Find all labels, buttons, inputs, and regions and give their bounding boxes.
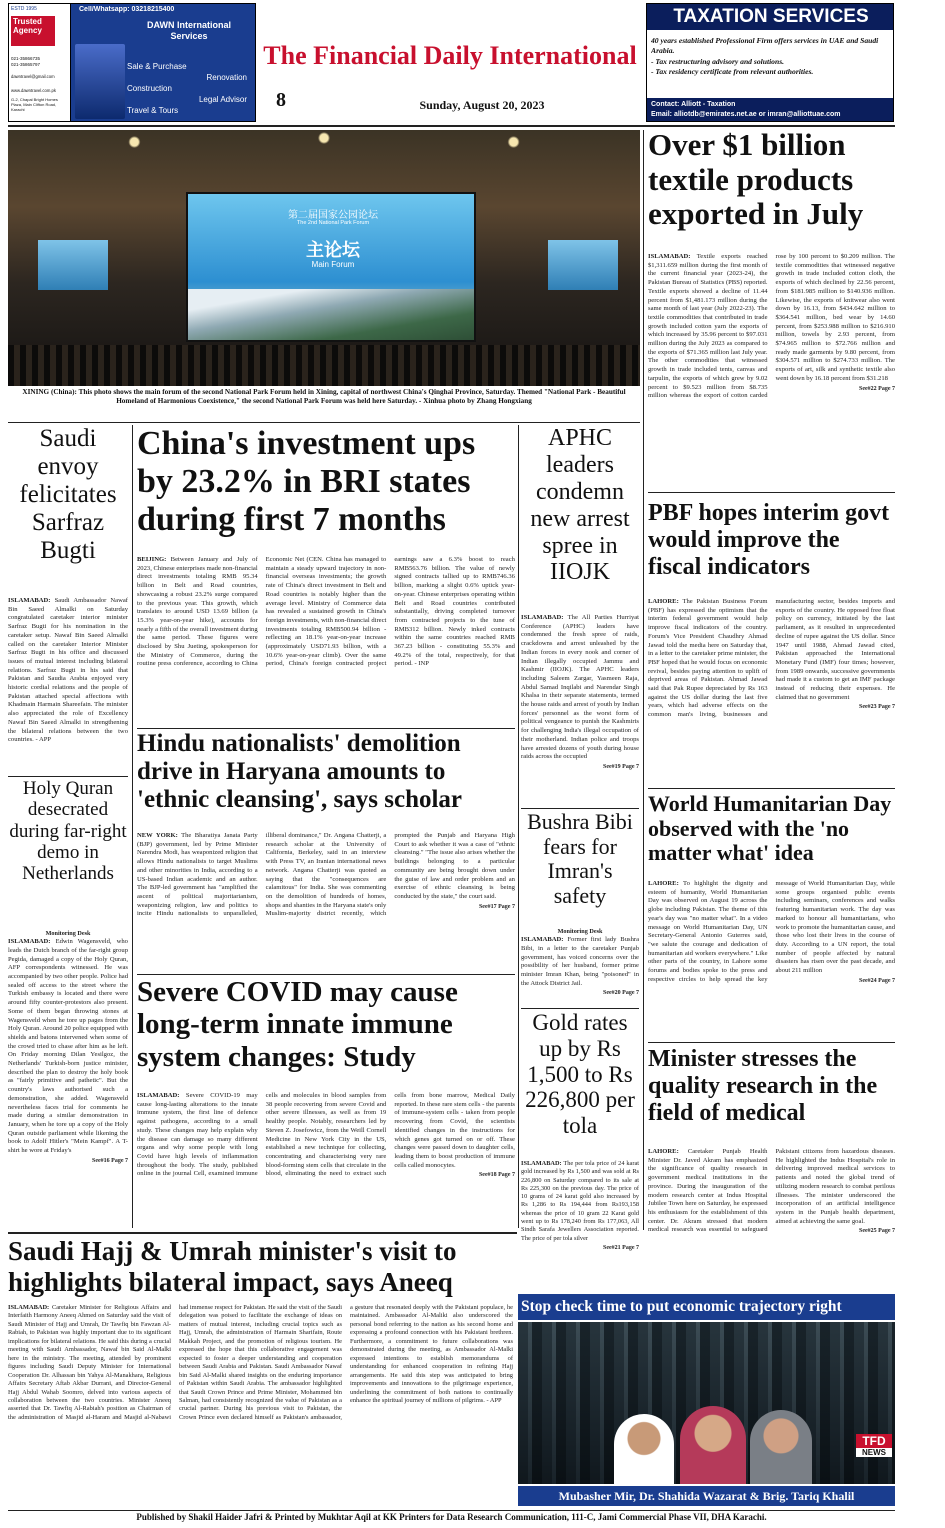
tfd-news-badge	[856, 1434, 892, 1474]
china-bri-text: Between January and July of 2023, Chinese enterprises made non-financial direct investments totaling RMB 95.34 billion in Belt and Road countries, showcasing a robust 23.2% surge compared to the previous year. This growth, which translates to around USD 13.69 billion (a 15.3% year-on-year hike), accounts for nearly a fifth of the overall investment during the same period. These figures were disclosed by Shu Jueting, spokesperson for the Ministry of Commerce, during the routine press conference, according to China Economic Net (CEN. China has managed to maintain a steady upward trajectory in non-financial overseas investments; the growth rate of China's direct investment in Belt and Road countries is notably higher than the average level. Ministry of Commerce data has revealed a sustained growth in China's foreign investments, with non-financial direct investments totaling RMB500.94 billion - reflecting an 18.1% year-on-year increase (approximately USD71.93 billion, with a 10.6% year-on-year climb). Over the same period, China's foreign contracted project earnings saw a 6.3% boost to reach RMB563.76 billion. The value of newly signed contracts tallied up to RMB746.36 billion, marking a slight 0.6% uptick year-on-year. Chinese enterprises operating within Belt and Road countries contributed substantially, driving completed turnover from contracted projects to the tune of RMB312 billion. Newly inked contracts within the same countries reached RMB 367.23 billion - constituting 55.3% and 49.2% of the total, respectively, for that period. - INP	[137, 556, 515, 668]
hajj-body	[8, 1304, 513, 1506]
issue-date: Sunday, August 20, 2023	[419, 98, 545, 112]
ad-phone-1: 021-35866735	[11, 56, 41, 61]
pbf-headline: PBF hopes interim govt would improve the fiscal indicators	[648, 500, 890, 580]
stop-check-feature	[518, 1294, 895, 1506]
side-screen-right	[548, 240, 618, 290]
imprint-footer: Published by Shakil Haider Jafri & Printed by Mukhtar Aqil at KK Printers for Data Research Communication, 111-C, Jami Commercial Phase VII, DHA Karachi.	[136, 1512, 767, 1522]
ad-taxation-services	[646, 3, 894, 122]
textile-see-link[interactable]: See#22 Page 7	[859, 385, 895, 392]
masthead-title: The Financial Daily International	[263, 41, 637, 70]
tax-line-3: - Tax residency certificate from relevant authorities.	[651, 66, 814, 76]
apphc-text: The All Parties Hurriyat Conference (APHC) leaders have condemned the fresh spree of raids, crackdowns and arrest unleashed by the Indian forces in every nook and corner of Indian illegally occupied Jammu and Kashmir (IIOJK). The APHC leaders including Saleem Zargar, Yasmeen Raja, Abdul Samad Inqilabi and Narendar Singh Khalsa in their separate statements, termed the house raids and arrest of youth by Indian forces' personnel as the worst form of political vengeance to punish the Kashmiris for challenging India's illegal occupation of their motherland. Indian police and troops have arrested dozens of youth during house raids across the occupied	[521, 614, 639, 761]
ad-left-panel	[9, 4, 71, 122]
screen-mountains	[188, 289, 476, 342]
quran-desk: Monitoring Desk	[45, 930, 91, 937]
masthead	[262, 3, 638, 122]
apphc-main-headline: APHC leaders condemn new arrest spree in IIOJK	[530, 425, 630, 586]
screen-main-en: Main Forum	[311, 260, 355, 269]
covid-text: Severe COVID-19 may cause long-lasting alterations to the innate immune system, the first line of defence against pathogens, according to a small study. These changes may help explain why the disease can damage so many different organs and why some people with long Covid have high levels of inflammation throughout the body. The study, published online in the journal Cell, examined immune cells and molecules in blood samples from 38 people recovering from severe Covid and other severe illnesses, as well as from 19 healthy people. Notably, researchers led by Steven Z. Josefowicz, from the Weill Cornell Medicine in New York City in the US, established a new technique for collecting, concentrating and characterising very rare blood-forming stem cells that circulate in the blood, eliminating the need to extract such cells from bone marrow, Medical Daily reported. In these rare stem cells - the parents of immune-system cells - taken from people recovering from Covid, the scientists identified changes in the instructions for which genes got turned on or off. These changes were passed down to daughter cells, leading them to boost production of immune cells called monocytes.	[137, 1092, 515, 1178]
saudi-envoy-dateline: ISLAMABAD:	[8, 597, 51, 604]
page-number: 8	[276, 89, 286, 111]
pbf-dateline: LAHORE:	[648, 598, 679, 605]
bushra-text: Former first lady Bushra Bibi, in a letter to the caretaker Punjab government, has voiced concerns over the possibility of her husband, former prime minister Imran Khan, being "poisoned" in the Attock District Jail.	[521, 936, 639, 987]
tfd-badge-top: TFD	[856, 1434, 892, 1448]
humanitarian-see-link[interactable]: See#24 Page 7	[859, 977, 895, 984]
saudi-envoy-text: Saudi Ambassador Nawaf Bin Saeed Almalki on Saturday congratulated caretaker interior minister Sarfraz Bugti for his nomination in the caretaker setup. Nawaf Bin Saeed Almalki called on the caretaker Interior Minister Sarfraz Bugti in his office and discussed issues of mutual interest including bilateral relations. Sarfraz Bugti in his said that Pakistan and Saudia Arabia enjoyed very historic cordial relations and the people of Pakistan attached special affections with Khadmain Harmain Shareefain. The minister also appreciated the role of Excellency Nawaf Bin Saeed Almalki in strengthening the bilateral relations between the two countries. - APP	[8, 597, 128, 744]
apphc-dateline: ISLAMABAD:	[521, 614, 564, 621]
haryana-body	[137, 832, 515, 972]
ad-service-3: Construction	[127, 84, 172, 93]
tax-line-1: 40 years established Professional Firm offers services in UAE and Saudi Arabia.	[651, 36, 879, 56]
tax-body	[651, 36, 891, 77]
forum-screen	[186, 192, 476, 342]
audience	[8, 345, 640, 386]
forum-photo-caption: XINING (China): This photo shows the main forum of the second National Park Forum held in Xining, capital of northwest China's Qinghai Province, Saturday. Themed "National Park - Beautiful Homeland of Harmonious Coexistence," the second National Park Forum was held here Saturday. - Xinhua photo by Zhang Hongxiang	[22, 388, 626, 406]
chandelier-row	[8, 130, 640, 170]
ad-email: dawntravel@gmail.com	[11, 74, 55, 79]
minister-body	[648, 1148, 895, 1288]
stop-check-caption: Mubasher Mir, Dr. Shahida Wazarat & Brig. Tariq Khalil	[518, 1486, 895, 1506]
quran-text: Edwin Wagensveld, who leads the Dutch branch of the far-right group Pegida, damaged a copy of the Holy Quran, AFP correspondents witnessed. He was accompanied by two other people. Police had sealed off access to the street where the Turkish embassy is located and there were around fifty counter-protestors also present. Some of them began throwing stones at Wagensveld when he tore up pages from the Holy Quran. Around 20 police equipped with shields and batons intervened when some of the crowd tried to chase after him as he left. On Friday morning Dilan Yesilgoz, the Netherlands' Turkish-born justice minister, described the plan to destroy the holy book as "fairly primitive and pathetic". But the country's laws authorised such a demonstration, she added. Wagensveld nevertheless faces trial for comments he made during a similar demonstration in January, when he tore up a copy of the Holy Quran outside parliament while likening the book to Adolf Hitler's "Mein Kampf". A T-shirt he wore at Friday's	[8, 938, 128, 1155]
pbf-body	[648, 598, 895, 784]
ad-building-illustration	[75, 44, 125, 119]
apphc-see-link[interactable]: See#19 Page 7	[603, 763, 639, 770]
screen-title-en: The 2nd National Park Forum	[296, 220, 370, 226]
textile-body	[648, 253, 895, 485]
humanitarian-text: To highlight the dignity and esteem of humanity, World Humanitarian Day was observed on August 19 across the globe including Pakistan. The theme of this year's day was "no matter what". In a video message on World Humanitarian Day, UN Secretary-General Antonio Guterres said, "we salute the courage and dedication of humanitarian aid workers everywhere." Like other parts of the country, in Lahore some forums and bodies spoke to the press and respective circles to help spread the key message of World Humanitarian Day, while some groups organised public events including seminars, conferences and walks featuring humanitarian work. The day was marked to honour all humanitarians, who work to promote the humanitarian cause, and those who lost their lives in the course of duty. According to a UN report, the total number of people affected by natural disasters has risen over the past decade, and about 211 million	[648, 880, 895, 983]
saudi-envoy-body	[8, 597, 128, 773]
textile-headline: Over $1 billion textile products exported in July	[648, 128, 864, 232]
ad-company-name: DAWN International Services	[146, 20, 231, 41]
tfd-badge-bottom: NEWS	[856, 1448, 892, 1457]
guest-portrait-3	[750, 1410, 812, 1484]
screen-title-cn: 第二届国家公园论坛	[288, 210, 378, 221]
bushra-dateline: ISLAMABAD:	[521, 936, 564, 944]
textile-text: Textile exports reached $1,311.659 million during the first month of the current financial year (2023-24), the Pakistan Bureau of Statistics (PBS) reported. Textile exports showed a decline of 11.44 percent from $1,481.173 million during the same month of last year (July 2022-23). The textile commodities that contributed in trade growth included cotton yarn the exports of which increased by 35.96 percent to $97.031 million during the July 2023 as compared to the exports of $71.365 million last July year. The other commodities that witnessed growth in trade included tents, canvas and tarpulin, the exports of which grew by 9.02 percent to $9.523 million from $8.735 million whereas the export of cotton carded rose by 100 percent to $0.209 million. The textile commodities that witnessed negative growth in trade included cotton cloth, the exports of which declined by 22.56 percent, from $181.985 million to $140.936 million. Likewise, the exports of knitwear also went down by 16.13, from $434.642 million to $364.541 million, bed wear by 14.60 percent, from $253.988 million to $216.910 million, towels by 2.93 percent, from $74.965 million to $72.766 million and ready made garments by 9.80 percent, from $304.571 million to $274.733 million. The exports of art, silk and synthetic textile also went down by 16.18 percent from $31.218	[648, 253, 895, 400]
china-bri-headline: China's investment ups by 23.2% in BRI states during first 7 months	[137, 425, 476, 539]
ad-brand-text: Trusted Agency	[13, 17, 42, 35]
quran-headline: Holy Quran desecrated during far-right demo in Netherlands	[9, 778, 127, 885]
ad-web: www.dawntravel.com.pk	[11, 88, 56, 93]
ad-service-5: Travel & Tours	[127, 106, 179, 115]
tax-title: TAXATION SERVICES	[647, 4, 894, 30]
covid-headline: Severe COVID may cause long-term innate immune system changes: Study	[137, 976, 458, 1073]
tax-contact: Contact: Alliott - Taxation	[651, 101, 736, 108]
pbf-see-link[interactable]: See#23 Page 7	[859, 704, 895, 711]
gold-dateline: ISLAMABAD:	[521, 1160, 562, 1167]
stop-check-photo	[518, 1322, 895, 1484]
minister-headline: Minister stresses the quality research in the field of medical	[648, 1046, 878, 1126]
ad-contact-bar: Cell/Whatsapp: 03218215400	[79, 6, 175, 13]
ad-service-2: Renovation	[206, 73, 247, 82]
quran-body	[8, 930, 128, 1226]
haryana-headline: Hindu nationalists' demolition drive in Haryana amounts to 'ethnic cleansing', says scholar	[137, 730, 463, 813]
forum-photo	[8, 130, 640, 386]
bushra-headline: Bushra Bibi fears for Imran's safety	[527, 810, 633, 908]
humanitarian-dateline: LAHORE:	[648, 880, 679, 887]
minister-see-link[interactable]: See#25 Page 7	[859, 1228, 895, 1235]
hajj-dateline: ISLAMABAD:	[8, 1304, 50, 1311]
guest-portrait-2	[680, 1406, 746, 1484]
ad-dawn-international	[8, 3, 256, 122]
humanitarian-headline: World Humanitarian Day observed with the 'no matter what' idea	[648, 792, 892, 866]
stop-check-title: Stop check time to put economic trajectory right	[518, 1294, 895, 1320]
quran-dateline: ISLAMABAD:	[8, 938, 51, 946]
ad-service-4: Legal Advisor	[198, 95, 247, 104]
ad-phone-2: 021-35865797	[11, 62, 41, 67]
humanitarian-body	[648, 880, 895, 1040]
gold-body	[521, 1160, 639, 1288]
pbf-text: The Pakistan Business Forum (PBF) has expressed the optimism that the interim federal government would help improve fiscal indicators of the country. Forum's Vice President Chaudhry Ahmad Jawad told the media here on Saturday that, in a letter to the caretaker prime minister, the PBF hoped that he would focus on economic revival, besides paying attention to uplift of deprived areas of Pakistan. Ahmad Jawad said that Pak Rupee depreciated by Rs 163 against the US dollar during the last five years, which had adverse effects on the common man's living, businesses and manufacturing sector, besides imports and exports of the country. He opposed free float policy on currency, initiated by the last parliament, as it resulted in unprecedented decline of rupee against the US dollar. Since 1947 until 1988, Ahmad Jawad cited, Pakistan approached the International Monetary Fund (IMF) four times; however, from 1989 onwards, successive governments had made it a custom to get an IMF package instead of reducing their expenses. He claimed that no government	[648, 598, 895, 719]
covid-dateline: ISLAMABAD:	[137, 1092, 180, 1099]
china-bri-dateline: BEIJING:	[137, 556, 167, 563]
hajj-headline: Saudi Hajj & Umrah minister's visit to highlights bilateral impact, says Aneeq	[8, 1236, 457, 1298]
textile-dateline: ISLAMABAD:	[648, 253, 691, 260]
haryana-text: The Bharatiya Janata Party (BJP) government, led by Prime Minister Narendra Modi, has weaponized religion that allows Hindu nationalists to target Muslims and other minorities in India, according to a US-based Indian academic and an author. The BJP-led government has "amplified the ascent of political majoritarianism, weaponizing religion, law and politics to incite Hindu nationalists to unparalleled, illiberal dominance," Dr. Angana Chatterji, a research scholar at the University of California, Berkeley, said in an interview with Press TV, an Iranian international news network. Angana Chatterji was quoted as saying that the "consequences are calamitous" for India. She was commenting on the demolition of hundreds of homes, shops and shanties in the Haryana state's only Muslim-majority district recently, which prompted the Punjab and Haryana High Court to ask whether it was a case of "ethnic cleansing." "The issue also arises whether the buildings belonging to a particular community are being brought down under the guise of law and order problem and an exercise of ethnic cleansing is being conducted by the state," the court said.	[137, 832, 515, 918]
bushra-see-link[interactable]: See#20 Page 7	[603, 990, 639, 997]
screen-main-cn: 主论坛	[306, 240, 360, 261]
gold-headline: Gold rates up by Rs 1,500 to Rs 226,800 per tola	[525, 1010, 635, 1138]
saudi-envoy-headline: Saudi envoy felicitates Sarfraz Bugti	[19, 425, 117, 564]
gold-text: The per tola price of 24 karat gold increased by Rs 1,500 and was sold at Rs 226,800 on Saturday compared to its sale at Rs 225,300 on the previous day. The price of 10 grams of 24 karat gold also increased by Rs 1,286 to Rs 194,444 from Rs193,158 whereas the price of 10 gram 22 Karat gold went up to Rs 178,240 from Rs 177,063, All Sindh Sarafa Jewellers Association reported. The price of per tola silver	[521, 1160, 639, 1242]
ad-brand-logo	[11, 16, 55, 46]
ad-address: G-2, Chapal Bright Homes Plaza, Main Clifton Road, Karachi	[11, 98, 58, 112]
hajj-text: Caretaker Minister for Religious Affairs and Interfaith Harmony Aneeq Ahmed on Saturday said the visit of Saudi Minister of Hajj and Umrah, Dr Tawfiq bin Fawzan Al-Rabiah, to Pakistan was highly important due to its significant implications for bilateral relations. He said this during a crucial meeting with Saudi Ambassador, Nawaf bin Said Al-Malki here in the ministry. The meeting, attended by prominent figures including Saudi Deputy Minister for International Cooperation Dr. Alhassan bin Yahya Al-Manakhara, Religious Affairs Secretary Aftab Akbar Durrani, and Director-General Hajj Abdul Wahab Soomro, delved into various aspects of collaboration between the two countries. Minister Aneeq asserted that Dr. Tawfiq Al-Rabiah's position as Chairman of the administration of Masjid al-Haram and Masjid al-Nabawi had immense respect for Pakistan. He said the visit of the Saudi delegation was poised to facilitate the exchange of ideas on matters of mutual interest, including crucial topics such as Hajj, Umrah, the administration of Harmain Sharifain, Route Makkah Project, and the promotion of religious tourism. He expressed the hope that this collaborative engagement was expected to foster a deeper understanding and cooperation between Saudi Arabia and Pakistan. Saudi Ambassador Nawaf bin Said Al-Malki shared insights on the enduring importance of Pakistan within Saudi Arabia. The ambassador highlighted that Saudi Crown Prince and Prime Minister, Mohammed bin Salman, had consistently recognized the value of Pakistan as a crucial partner. During his previous visit to Pakistan, the Crown Prince even declared himself as Pakistan's ambassador, a gesture that resonated deeply with the Pakistani populace, he maintained. Ambassador Al-Maliki also underscored the personal bond referring to the nation as his second home and expressing a profound connection with his Pakistani brethren. Furthermore, a commitment to future collaborations was demonstrated during the meeting, as Ambassador Al-Malki expressed intentions to establish memorandums of understanding for enhanced cooperation in refining Hajj arrangements. He said this step was anticipated to bring improvements and innovations to the pilgrimage experience, underlining the commitment of both nations to continually enhance the spiritual journey of millions of pilgrims. - APP	[8, 1304, 513, 1421]
covid-see-link[interactable]: See#18 Page 7	[478, 1172, 515, 1179]
bushra-body	[521, 928, 639, 1008]
covid-body	[137, 1092, 515, 1228]
tax-line-2: - Tax restructuring advisory and solutions.	[651, 56, 785, 66]
haryana-see-link[interactable]: See#17 Page 7	[478, 903, 515, 910]
china-bri-body	[137, 556, 515, 726]
tax-contact-bar	[647, 98, 894, 122]
bushra-desk: Monitoring Desk	[557, 928, 603, 935]
side-screen-left	[38, 240, 108, 290]
minister-text: Caretaker Punjab Health Minister Dr. Javed Akram has emphasized the significance of quality research in government medical institutions in the province. During the inauguration of the modern research center at Indus Hospital Jubilee Town here on Saturday, he expressed his enthusiasm for the establishment of this center. Dr. Akram stressed that modern medical research was essential to safeguard Pakistani citizens from hazardous diseases. He highlighted the Indus Hospital's role in delivering improved medical services to patients and noted the global trend of utilizing modern research to combat perilous illnesses. The minister underscored the incorporation of an artificial intelligence system in the Punjab health department, aimed at achieving the same goal.	[648, 1148, 895, 1234]
quran-see-link[interactable]: See#16 Page 7	[92, 1157, 128, 1164]
guest-portrait-1	[614, 1414, 674, 1484]
minister-dateline: LAHORE:	[648, 1148, 679, 1155]
haryana-dateline: NEW YORK:	[137, 832, 178, 839]
ad-est-label: ESTD 1995	[11, 6, 37, 12]
tax-email: Email: alliotdb@emirates.net.ae or imran@alliottuae.com	[651, 110, 841, 118]
gold-see-link[interactable]: See#21 Page 7	[603, 1244, 639, 1251]
apphc-body	[521, 614, 639, 806]
ad-service-1: Sale & Purchase	[127, 62, 187, 71]
